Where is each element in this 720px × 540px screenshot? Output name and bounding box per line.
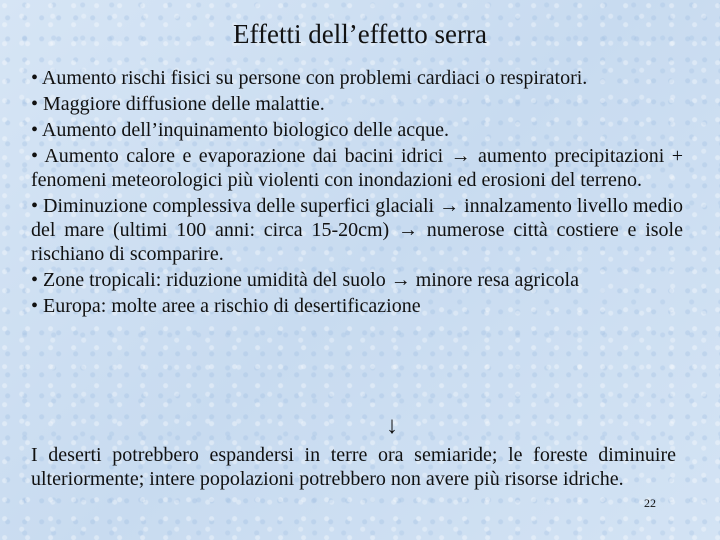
bullet-list [31,66,683,320]
bullet-item: • Maggiore diffusione delle malattie. [31,93,325,115]
down-arrow-icon: ↓ [386,413,398,439]
bullet-item: • Aumento dell’inquinamento biologico delle acque. [31,119,450,141]
page-number: 22 [644,496,656,510]
slide-title: Effetti dell’effetto serra [233,19,487,49]
bullet-item: • Aumento calore e evaporazione dai bacini idrici → aumento precipitazioni + fenomeni meteorologici più violenti con inondazioni ed erosioni del terreno. [31,145,683,191]
bullet-item: • Aumento rischi fisici su persone con problemi cardiaci o respiratori. [31,67,588,89]
bullet-item: • Zone tropicali: riduzione umidità del suolo → minore resa agricola [31,269,579,291]
bullet-item: • Diminuzione complessiva delle superfici glaciali → innalzamento livello medio del mare (ultimi 100 anni: circa 15-20cm) → numerose città costiere e isole rischiano di scomparire. [31,195,683,265]
conclusion-paragraph: I deserti potrebbero espandersi in terre ora semiaride; le foreste diminuire ulteriormente; intere popolazioni potrebbero non avere più risorse idriche. [31,444,676,490]
bullet-item: • Europa: molte aree a rischio di desertificazione [31,295,421,317]
